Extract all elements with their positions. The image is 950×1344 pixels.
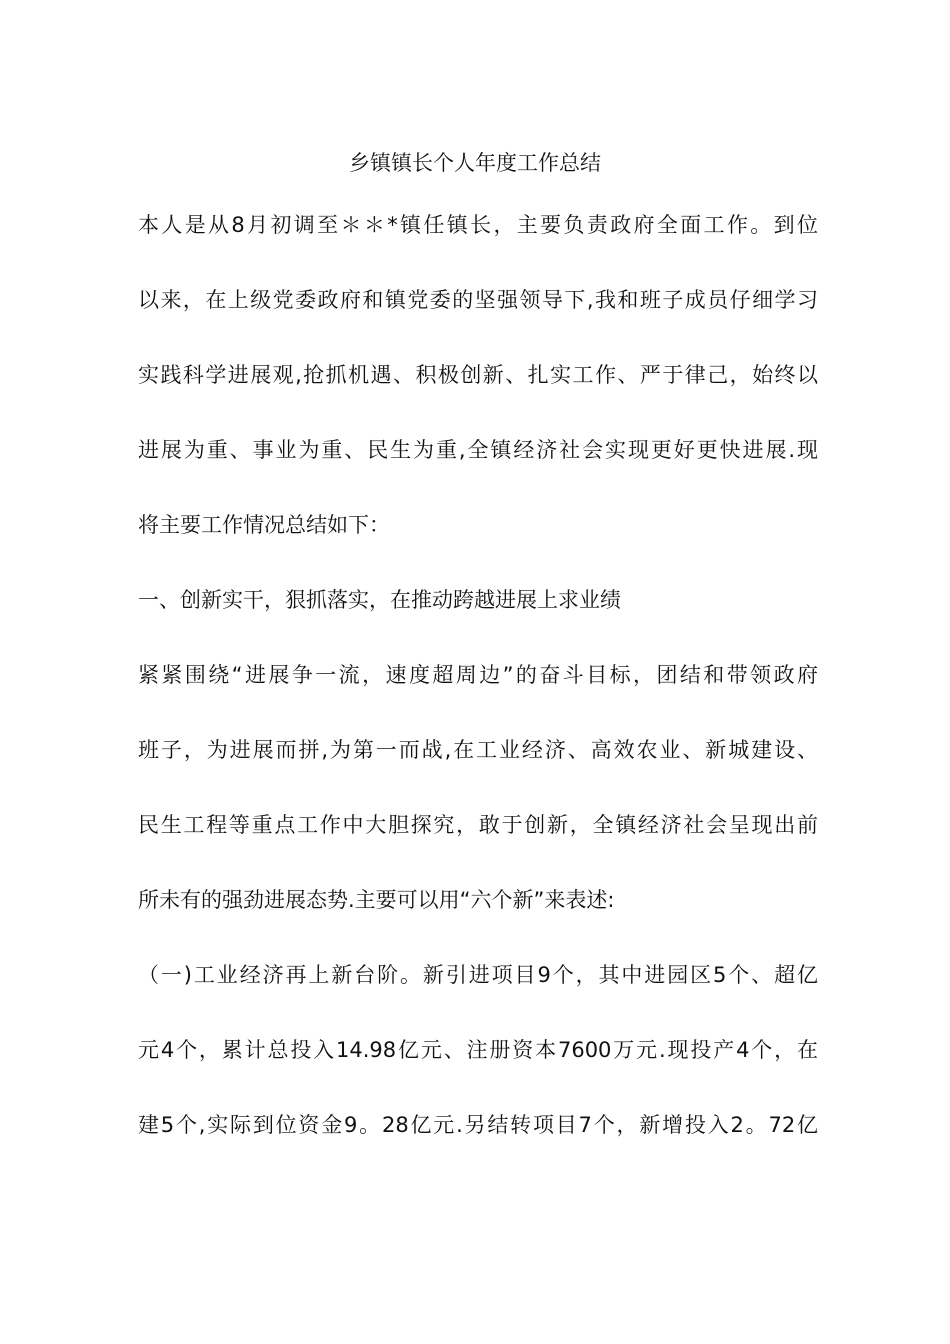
paragraph-line: 紧紧围绕“进展争一流，速度超周边”的奋斗目标，团结和带领政府 [138, 663, 818, 687]
document-title: 乡镇镇长个人年度工作总结 [349, 151, 601, 175]
paragraph-line: 实践科学进展观,抢抓机遇、积极创新、扎实工作、严于律己，始终以 [138, 363, 818, 387]
paragraph-line: 以来，在上级党委政府和镇党委的坚强领导下,我和班子成员仔细学习 [138, 288, 818, 312]
paragraph-line: 建5个,实际到位资金9。28亿元.另结转项目7个，新增投入2。72亿 [138, 1113, 818, 1137]
paragraph-line: （一)工业经济再上新台阶。新引进项目9个，其中进园区5个、超亿 [138, 963, 818, 987]
paragraph-line: 所未有的强劲进展态势.主要可以用“六个新”来表述: [138, 888, 615, 912]
paragraph-line: 民生工程等重点工作中大胆探究，敢于创新，全镇经济社会呈现出前 [138, 813, 818, 837]
paragraph-line: 班子，为进展而拼,为第一而战,在工业经济、高效农业、新城建设、 [138, 738, 818, 762]
paragraph-line: 本人是从8月初调至＊＊*镇任镇长，主要负责政府全面工作。到位 [138, 213, 818, 237]
paragraph-line: 进展为重、事业为重、民生为重,全镇经济社会实现更好更快进展.现 [138, 438, 818, 462]
paragraph-line: 元4个，累计总投入14.98亿元、注册资本7600万元.现投产4个，在 [138, 1038, 818, 1062]
section-heading: 一、创新实干，狠抓落实，在推动跨越进展上求业绩 [138, 588, 621, 612]
paragraph-line: 将主要工作情况总结如下： [138, 513, 390, 537]
